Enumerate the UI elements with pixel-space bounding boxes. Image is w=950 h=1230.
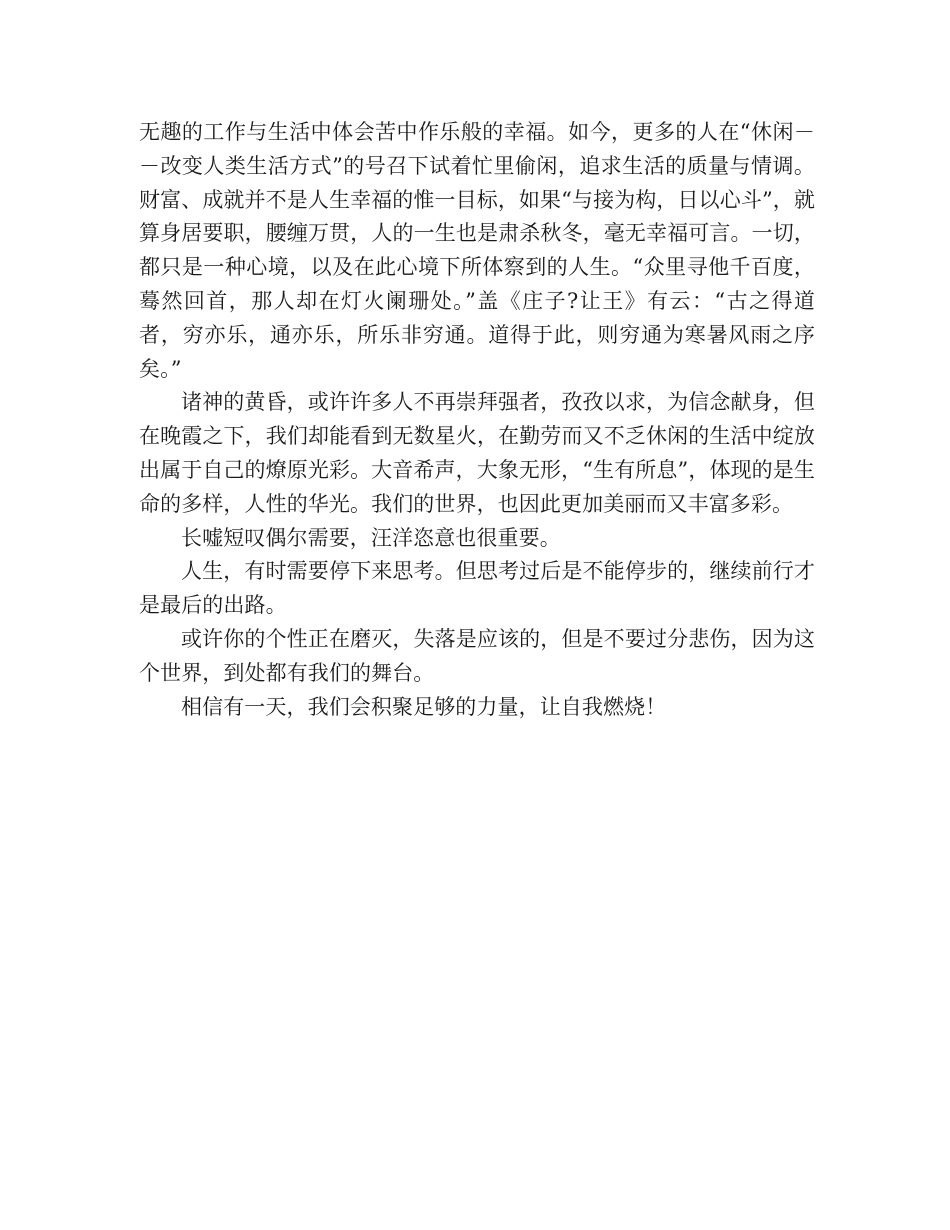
paragraph-6: 相信有一天，我们会积聚足够的力量，让自我燃烧！	[181, 694, 667, 719]
paragraph-5: 或许你的个性正在磨灭，失落是应该的，但是不要过分悲伤，因为这个世界，到处都有我们的舞台。	[139, 626, 815, 685]
paragraph-2: 诸神的黄昏，或许许多人不再崇拜强者，孜孜以求，为信念献身，但在晚霞之下，我们却能看到无数星火，在勤劳而又不乏休闲的生活中绽放出属于自己的燎原光彩。大音希声，大象无形，“生有所息”，体现的是生命的多样，人性的华光。我们的世界，也因此更加美丽而又丰富多彩。	[139, 390, 815, 516]
paragraph-4: 人生，有时需要停下来思考。但思考过后是不能停步的，继续前行才是最后的出路。	[139, 559, 815, 618]
paragraph-1: 无趣的工作与生活中体会苦中作乐般的幸福。如今，更多的人在“休闲－－改变人类生活方式”的号召下试着忙里偷闲，追求生活的质量与情调。财富、成就并不是人生幸福的惟一目标，如果“与接为构，日以心斗”，就算身居要职，腰缠万贯，人的一生也是肃杀秋冬，毫无幸福可言。一切，都只是一种心境，以及在此心境下所体察到的人生。“众里寻他千百度，蓦然回首，那人却在灯火阑珊处。”盖《庄子?让王》有云：“古之得道者，穷亦乐，通亦乐，所乐非穷通。道得于此，则穷通为寒暑风雨之序矣。”	[139, 120, 815, 381]
article-body	[139, 116, 815, 724]
paragraph-3: 长嘘短叹偶尔需要，汪洋恣意也很重要。	[181, 525, 561, 550]
